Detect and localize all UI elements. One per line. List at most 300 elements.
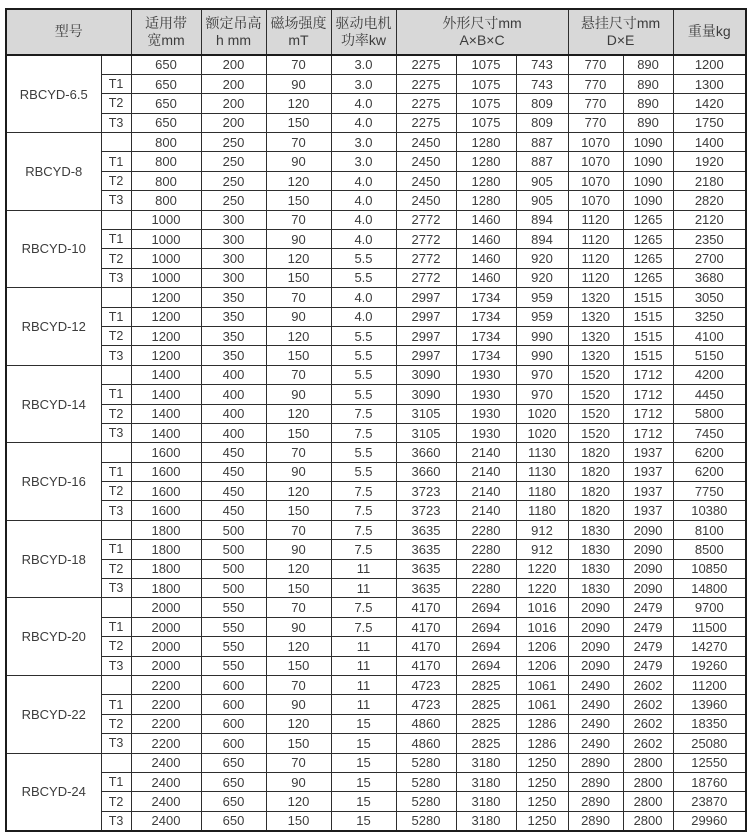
spec-value: 1020: [516, 404, 568, 423]
spec-value: 650: [201, 811, 266, 830]
spec-value: 3180: [456, 811, 516, 830]
spec-value: 2772: [396, 268, 456, 287]
spec-value: 2479: [623, 617, 673, 636]
spec-value: 150: [266, 346, 331, 365]
spec-value: 905: [516, 191, 568, 210]
spec-value: 770: [568, 55, 623, 74]
model-name: RBCYD-10: [6, 210, 101, 288]
variant-label: T2: [101, 249, 131, 268]
spec-value: 300: [201, 210, 266, 229]
spec-value: 18760: [673, 772, 746, 791]
spec-value: 350: [201, 288, 266, 307]
spec-value: 3090: [396, 385, 456, 404]
spec-value: 2200: [131, 714, 201, 733]
spec-value: 3.0: [331, 133, 396, 152]
spec-value: 150: [266, 656, 331, 675]
spec-value: 1250: [516, 811, 568, 830]
spec-value: 894: [516, 230, 568, 249]
spec-value: 11200: [673, 676, 746, 695]
col-header-weight: 重量kg: [673, 9, 746, 55]
spec-value: 1000: [131, 268, 201, 287]
spec-value: 19260: [673, 656, 746, 675]
spec-value: 1265: [623, 249, 673, 268]
spec-value: 400: [201, 404, 266, 423]
spec-value: 894: [516, 210, 568, 229]
table-row: [6, 734, 746, 753]
model-name: RBCYD-8: [6, 133, 101, 211]
spec-value: 4.0: [331, 288, 396, 307]
spec-value: 1320: [568, 346, 623, 365]
spec-value: 3050: [673, 288, 746, 307]
spec-value: 4860: [396, 734, 456, 753]
spec-value: 2140: [456, 482, 516, 501]
spec-value: 2350: [673, 230, 746, 249]
spec-value: 2090: [623, 520, 673, 539]
spec-value: 1075: [456, 94, 516, 113]
variant-label: [101, 520, 131, 539]
spec-value: 1515: [623, 346, 673, 365]
spec-value: 2800: [623, 811, 673, 830]
spec-value: 1600: [131, 462, 201, 481]
spec-value: 2140: [456, 501, 516, 520]
table-row: [6, 792, 746, 811]
spec-value: 2490: [568, 714, 623, 733]
spec-value: 2090: [623, 579, 673, 598]
spec-value: 7.5: [331, 501, 396, 520]
spec-value: 15: [331, 811, 396, 830]
spec-value: 1220: [516, 559, 568, 578]
table-row: [6, 307, 746, 326]
spec-value: 70: [266, 55, 331, 74]
spec-value: 2800: [623, 772, 673, 791]
spec-value: 5280: [396, 811, 456, 830]
spec-value: 29960: [673, 811, 746, 830]
spec-value: 150: [266, 423, 331, 442]
spec-value: 1320: [568, 326, 623, 345]
spec-value: 5.5: [331, 365, 396, 384]
spec-value: 2694: [456, 617, 516, 636]
spec-value: 2275: [396, 74, 456, 93]
spec-value: 1265: [623, 268, 673, 287]
spec-value: 2820: [673, 191, 746, 210]
spec-value: 800: [131, 152, 201, 171]
spec-value: 600: [201, 714, 266, 733]
spec-value: 990: [516, 346, 568, 365]
spec-value: 800: [131, 191, 201, 210]
spec-value: 350: [201, 307, 266, 326]
variant-label: T2: [101, 171, 131, 190]
spec-value: 912: [516, 540, 568, 559]
spec-value: 890: [623, 74, 673, 93]
spec-value: 920: [516, 268, 568, 287]
spec-value: 90: [266, 462, 331, 481]
spec-value: 959: [516, 307, 568, 326]
spec-value: 1206: [516, 656, 568, 675]
spec-value: 1265: [623, 230, 673, 249]
spec-value: 150: [266, 811, 331, 830]
spec-value: 70: [266, 520, 331, 539]
spec-value: 70: [266, 443, 331, 462]
spec-value: 2890: [568, 811, 623, 830]
spec-value: 2490: [568, 734, 623, 753]
spec-value: 4170: [396, 617, 456, 636]
spec-value: 450: [201, 482, 266, 501]
spec-value: 1400: [131, 404, 201, 423]
table-row: [6, 249, 746, 268]
spec-value: 150: [266, 734, 331, 753]
spec-value: 450: [201, 443, 266, 462]
spec-value: 2694: [456, 637, 516, 656]
table-row: [6, 385, 746, 404]
model-name: RBCYD-22: [6, 676, 101, 754]
variant-label: [101, 753, 131, 772]
spec-value: 11500: [673, 617, 746, 636]
spec-value: 650: [131, 74, 201, 93]
spec-value: 1400: [131, 385, 201, 404]
spec-value: 1750: [673, 113, 746, 132]
spec-value: 1286: [516, 714, 568, 733]
spec-value: 15: [331, 753, 396, 772]
table-row: [6, 171, 746, 190]
spec-value: 2997: [396, 288, 456, 307]
spec-value: 70: [266, 365, 331, 384]
spec-value: 3635: [396, 579, 456, 598]
spec-value: 3680: [673, 268, 746, 287]
spec-value: 300: [201, 249, 266, 268]
spec-value: 1061: [516, 695, 568, 714]
spec-value: 1734: [456, 288, 516, 307]
spec-value: 3660: [396, 443, 456, 462]
spec-value: 500: [201, 579, 266, 598]
spec-value: 1460: [456, 268, 516, 287]
table-row: [6, 326, 746, 345]
spec-value: 90: [266, 152, 331, 171]
spec-value: 90: [266, 307, 331, 326]
spec-value: 1016: [516, 617, 568, 636]
spec-value: 2694: [456, 598, 516, 617]
variant-label: T3: [101, 191, 131, 210]
spec-value: 2602: [623, 734, 673, 753]
spec-value: 5150: [673, 346, 746, 365]
variant-label: T3: [101, 656, 131, 675]
spec-value: 1061: [516, 676, 568, 695]
variant-label: T3: [101, 113, 131, 132]
spec-value: 4.0: [331, 191, 396, 210]
table-row: [6, 520, 746, 539]
spec-value: 1280: [456, 133, 516, 152]
spec-value: 2772: [396, 230, 456, 249]
spec-value: 70: [266, 676, 331, 695]
spec-value: 25080: [673, 734, 746, 753]
spec-value: 1400: [131, 365, 201, 384]
spec-value: 887: [516, 133, 568, 152]
spec-value: 2997: [396, 346, 456, 365]
spec-value: 550: [201, 656, 266, 675]
spec-value: 1712: [623, 385, 673, 404]
variant-label: T1: [101, 230, 131, 249]
variant-label: T3: [101, 734, 131, 753]
spec-value: 150: [266, 113, 331, 132]
variant-label: [101, 55, 131, 74]
variant-label: T2: [101, 404, 131, 423]
spec-value: 11: [331, 637, 396, 656]
spec-value: 7.5: [331, 598, 396, 617]
spec-value: 120: [266, 326, 331, 345]
model-name: RBCYD-18: [6, 520, 101, 598]
spec-value: 15: [331, 772, 396, 791]
spec-value: 1460: [456, 249, 516, 268]
spec-value: 4.0: [331, 307, 396, 326]
spec-value: 1320: [568, 307, 623, 326]
spec-value: 1280: [456, 152, 516, 171]
variant-label: [101, 288, 131, 307]
spec-value: 1286: [516, 734, 568, 753]
spec-value: 11: [331, 559, 396, 578]
table-row: [6, 113, 746, 132]
variant-label: T1: [101, 307, 131, 326]
spec-value: 1075: [456, 74, 516, 93]
spec-value: 4723: [396, 695, 456, 714]
spec-value: 1130: [516, 462, 568, 481]
spec-value: 800: [131, 171, 201, 190]
spec-value: 1180: [516, 501, 568, 520]
header-line: 悬挂尺寸mm: [580, 14, 661, 31]
spec-value: 890: [623, 94, 673, 113]
spec-value: 1930: [456, 404, 516, 423]
spec-value: 2280: [456, 540, 516, 559]
spec-value: 1300: [673, 74, 746, 93]
spec-value: 90: [266, 617, 331, 636]
spec-value: 300: [201, 268, 266, 287]
spec-value: 912: [516, 520, 568, 539]
table-row: [6, 210, 746, 229]
spec-value: 11: [331, 676, 396, 695]
spec-value: 4.0: [331, 230, 396, 249]
spec-value: 120: [266, 249, 331, 268]
table-row: [6, 482, 746, 501]
variant-label: T2: [101, 714, 131, 733]
col-header-lift-height: [201, 9, 266, 55]
spec-value: 4170: [396, 656, 456, 675]
spec-value: 2694: [456, 656, 516, 675]
spec-value: 1820: [568, 462, 623, 481]
spec-value: 600: [201, 676, 266, 695]
spec-value: 11: [331, 695, 396, 714]
spec-value: 600: [201, 695, 266, 714]
variant-label: T2: [101, 637, 131, 656]
spec-value: 5280: [396, 792, 456, 811]
spec-value: 7.5: [331, 617, 396, 636]
table-row: [6, 462, 746, 481]
spec-value: 650: [201, 753, 266, 772]
spec-value: 350: [201, 346, 266, 365]
spec-value: 1930: [456, 423, 516, 442]
table-row: [6, 423, 746, 442]
spec-value: 1130: [516, 443, 568, 462]
spec-value: 970: [516, 385, 568, 404]
spec-value: 200: [201, 94, 266, 113]
header-line: 驱动电机: [335, 14, 392, 31]
table-row: [6, 133, 746, 152]
spec-value: 5280: [396, 753, 456, 772]
spec-value: 70: [266, 210, 331, 229]
spec-value: 1200: [673, 55, 746, 74]
spec-value: 2700: [673, 249, 746, 268]
variant-label: T1: [101, 152, 131, 171]
spec-value: 2400: [131, 811, 201, 830]
spec-value: 890: [623, 113, 673, 132]
spec-value: 1920: [673, 152, 746, 171]
spec-value: 2090: [623, 540, 673, 559]
spec-value: 1090: [623, 152, 673, 171]
spec-value: 650: [131, 55, 201, 74]
spec-value: 1070: [568, 191, 623, 210]
spec-value: 1820: [568, 443, 623, 462]
spec-value: 500: [201, 520, 266, 539]
table-row: [6, 753, 746, 772]
spec-value: 6200: [673, 462, 746, 481]
spec-value: 1180: [516, 482, 568, 501]
header-line: 适用带: [145, 14, 187, 31]
spec-value: 3090: [396, 365, 456, 384]
spec-value: 200: [201, 74, 266, 93]
spec-value: 1515: [623, 288, 673, 307]
table-row: [6, 443, 746, 462]
col-header-magnetic-field: [266, 9, 331, 55]
spec-value: 1937: [623, 462, 673, 481]
table-row: [6, 191, 746, 210]
spec-value: 7.5: [331, 540, 396, 559]
spec-value: 2997: [396, 326, 456, 345]
spec-value: 1460: [456, 230, 516, 249]
spec-value: 2825: [456, 734, 516, 753]
spec-value: 1200: [131, 346, 201, 365]
spec-value: 150: [266, 501, 331, 520]
variant-label: T3: [101, 579, 131, 598]
spec-value: 3723: [396, 501, 456, 520]
spec-value: 1937: [623, 501, 673, 520]
spec-value: 15: [331, 792, 396, 811]
spec-value: 90: [266, 540, 331, 559]
spec-value: 1250: [516, 792, 568, 811]
spec-value: 90: [266, 385, 331, 404]
spec-value: 550: [201, 617, 266, 636]
spec-value: 1206: [516, 637, 568, 656]
header-line: 宽mm: [147, 32, 185, 48]
spec-value: 5.5: [331, 326, 396, 345]
spec-value: 1400: [131, 423, 201, 442]
spec-value: 2450: [396, 171, 456, 190]
spec-value: 4450: [673, 385, 746, 404]
spec-value: 743: [516, 74, 568, 93]
spec-value: 5800: [673, 404, 746, 423]
spec-value: 5.5: [331, 346, 396, 365]
spec-value: 959: [516, 288, 568, 307]
spec-value: 2479: [623, 598, 673, 617]
spec-value: 1000: [131, 249, 201, 268]
spec-table: [5, 8, 747, 832]
spec-value: 150: [266, 579, 331, 598]
variant-label: T1: [101, 540, 131, 559]
spec-value: 8100: [673, 520, 746, 539]
spec-value: 450: [201, 462, 266, 481]
spec-value: 800: [131, 133, 201, 152]
spec-value: 1200: [131, 288, 201, 307]
spec-value: 14270: [673, 637, 746, 656]
spec-value: 1937: [623, 482, 673, 501]
spec-value: 3.0: [331, 55, 396, 74]
spec-value: 1600: [131, 501, 201, 520]
spec-value: 1090: [623, 191, 673, 210]
table-row: [6, 152, 746, 171]
spec-value: 1120: [568, 249, 623, 268]
spec-value: 250: [201, 152, 266, 171]
spec-value: 120: [266, 559, 331, 578]
spec-value: 1520: [568, 365, 623, 384]
col-header-outline-dims: [396, 9, 568, 55]
spec-value: 2890: [568, 772, 623, 791]
table-row: [6, 772, 746, 791]
spec-value: 1250: [516, 772, 568, 791]
table-row: [6, 501, 746, 520]
spec-value: 1800: [131, 559, 201, 578]
header-line: h mm: [216, 32, 251, 48]
spec-value: 1830: [568, 520, 623, 539]
spec-value: 1070: [568, 152, 623, 171]
variant-label: T1: [101, 74, 131, 93]
variant-label: T3: [101, 423, 131, 442]
spec-value: 10850: [673, 559, 746, 578]
spec-value: 8500: [673, 540, 746, 559]
spec-value: 4.0: [331, 94, 396, 113]
spec-value: 3105: [396, 404, 456, 423]
spec-value: 7.5: [331, 404, 396, 423]
spec-value: 70: [266, 753, 331, 772]
spec-value: 550: [201, 598, 266, 617]
spec-value: 550: [201, 637, 266, 656]
spec-value: 1265: [623, 210, 673, 229]
spec-value: 1020: [516, 423, 568, 442]
spec-value: 2140: [456, 443, 516, 462]
spec-value: 70: [266, 133, 331, 152]
spec-value: 770: [568, 113, 623, 132]
spec-value: 1420: [673, 94, 746, 113]
table-row: [6, 714, 746, 733]
spec-value: 7.5: [331, 520, 396, 539]
spec-value: 4.0: [331, 210, 396, 229]
spec-value: 4170: [396, 637, 456, 656]
spec-value: 12550: [673, 753, 746, 772]
spec-value: 3.0: [331, 74, 396, 93]
model-name: RBCYD-14: [6, 365, 101, 443]
spec-value: 2200: [131, 695, 201, 714]
spec-value: 1937: [623, 443, 673, 462]
spec-value: 150: [266, 268, 331, 287]
spec-value: 1220: [516, 579, 568, 598]
table-row: [6, 94, 746, 113]
spec-value: 650: [201, 792, 266, 811]
spec-value: 1930: [456, 365, 516, 384]
model-name: RBCYD-6.5: [6, 55, 101, 133]
spec-value: 2450: [396, 191, 456, 210]
table-row: [6, 268, 746, 287]
header-line: D×E: [606, 32, 635, 48]
spec-value: 3635: [396, 520, 456, 539]
table-row: [6, 811, 746, 830]
spec-value: 1520: [568, 385, 623, 404]
variant-label: T3: [101, 811, 131, 830]
spec-value: 2140: [456, 462, 516, 481]
